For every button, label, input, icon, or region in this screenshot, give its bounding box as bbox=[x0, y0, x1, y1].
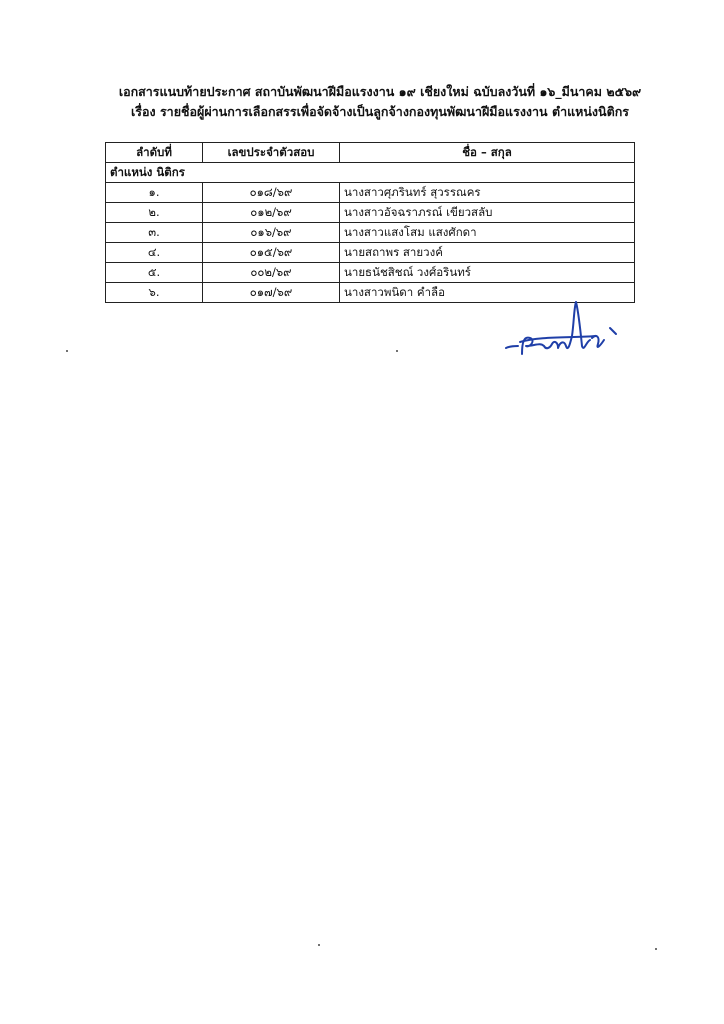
row-name: นางสาวศุภรินทร์ สุวรรณคร bbox=[340, 183, 635, 203]
row-exam-id: ๐๐๒/๖๙ bbox=[203, 263, 340, 283]
row-exam-id: ๐๑๘/๖๙ bbox=[203, 183, 340, 203]
row-order: ๒. bbox=[106, 203, 203, 223]
scan-speck bbox=[66, 350, 68, 352]
scan-speck bbox=[318, 944, 320, 946]
row-exam-id: ๐๑๕/๖๙ bbox=[203, 243, 340, 263]
row-name: นายธนัชสิชณ์ วงศ์อรินทร์ bbox=[340, 263, 635, 283]
scan-speck bbox=[396, 350, 398, 352]
col-header-order: ลำดับที่ bbox=[106, 143, 203, 163]
table-row bbox=[106, 263, 635, 283]
row-name: นายสถาพร สายวงค์ bbox=[340, 243, 635, 263]
row-exam-id: ๐๑๒/๖๙ bbox=[203, 203, 340, 223]
signature bbox=[500, 296, 620, 366]
row-order: ๓. bbox=[106, 223, 203, 243]
col-header-exam-id: เลขประจำตัวสอบ bbox=[203, 143, 340, 163]
document-title: เอกสารแนบท้ายประกาศ สถาบันพัฒนาฝีมือแรงงาน ๑๙ เชียงใหม่ ฉบับลงวันที่ ๑๖_มีนาคม ๒๕๖๙ bbox=[118, 84, 642, 99]
row-name: นางสาวอัจฉราภรณ์ เขียวสลับ bbox=[340, 203, 635, 223]
col-header-name: ชื่อ – สกุล bbox=[340, 143, 635, 163]
signature-stroke bbox=[592, 336, 604, 347]
candidate-table bbox=[105, 142, 635, 303]
table-row bbox=[106, 223, 635, 243]
signature-stroke bbox=[506, 346, 518, 348]
row-order: ๕. bbox=[106, 263, 203, 283]
row-name: นางสาวพนิดา คำลือ bbox=[340, 283, 635, 303]
scan-speck bbox=[655, 948, 657, 950]
position-row bbox=[106, 163, 635, 183]
table-row bbox=[106, 203, 635, 223]
document-subject: เรื่อง รายชื่อผู้ผ่านการเลือกสรรเพื่อจัดจ้างเป็นลูกจ้างกองทุนพัฒนาฝีมือแรงงาน ตำแหน่งนิติกร bbox=[131, 104, 629, 119]
signature-stroke bbox=[610, 328, 616, 334]
signature-stroke bbox=[520, 336, 596, 342]
row-name: นางสาวแสงโสม แสงศักดา bbox=[340, 223, 635, 243]
row-exam-id: ๐๑๗/๖๙ bbox=[203, 283, 340, 303]
table-row bbox=[106, 243, 635, 263]
row-order: ๑. bbox=[106, 183, 203, 203]
row-exam-id: ๐๑๖/๖๙ bbox=[203, 223, 340, 243]
table-header-row bbox=[106, 143, 635, 163]
table-row bbox=[106, 183, 635, 203]
position-label: ตำแหน่ง นิติกร bbox=[106, 163, 635, 183]
signature-stroke bbox=[522, 302, 590, 354]
row-order: ๔. bbox=[106, 243, 203, 263]
row-order: ๖. bbox=[106, 283, 203, 303]
